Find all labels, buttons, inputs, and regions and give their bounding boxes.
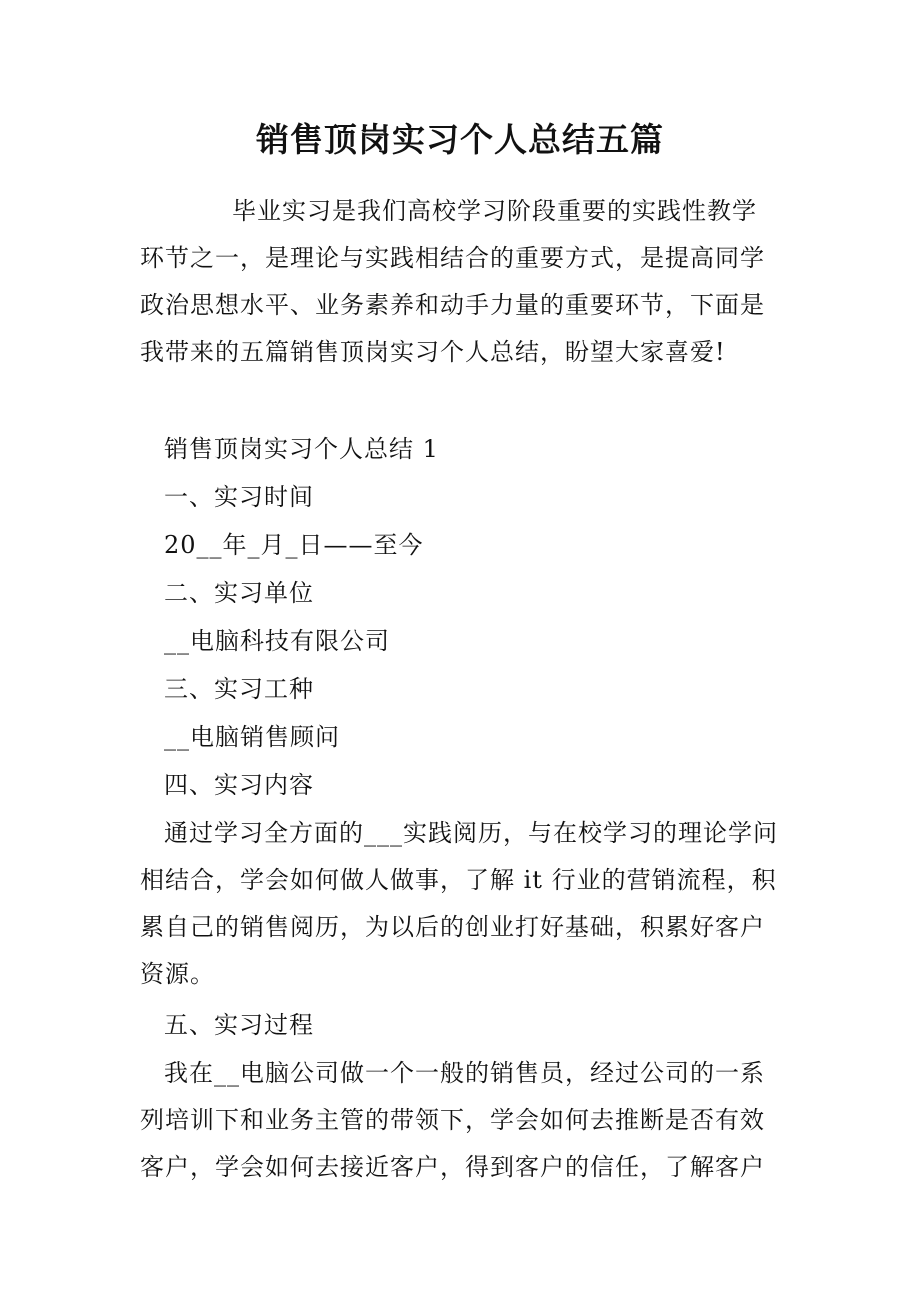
- item3-heading: 三、实习工种: [164, 675, 314, 703]
- item2-heading: 二、实习单位: [164, 579, 314, 607]
- item4-heading: 四、实习内容: [164, 771, 314, 799]
- item3-value: __电脑销售顾问: [164, 723, 340, 751]
- item1-value: 20__年_月_日——至今: [164, 531, 424, 559]
- item5-paragraph: 我在__电脑公司做一个一般的销售员，经过公司的一系列培训下和业务主管的带领下，学会如何去推断是否有效客户，学会如何去接近客户，得到客户的信任，了解客户: [140, 1059, 765, 1181]
- section-heading: 销售顶岗实习个人总结 1: [164, 435, 439, 463]
- item4-paragraph: 通过学习全方面的___实践阅历，与在校学习的理论学问相结合，学会如何做人做事，了解 it 行业的营销流程，积累自己的销售阅历，为以后的创业打好基础，积累好客户资源。: [140, 819, 778, 988]
- item2-value: __电脑科技有限公司: [164, 627, 390, 655]
- item1-heading: 一、实习时间: [164, 483, 314, 511]
- item5-heading: 五、实习过程: [164, 1011, 314, 1039]
- document-title: 销售顶岗实习个人总结五篇: [256, 120, 664, 159]
- intro-paragraph: 毕业实习是我们高校学习阶段重要的实践性教学环节之一，是理论与实践相结合的重要方式，是提高同学政治思想水平、业务素养和动手力量的重要环节，下面是我带来的五篇销售顶岗实习个人总结，盼望大家喜爱!: [140, 197, 765, 366]
